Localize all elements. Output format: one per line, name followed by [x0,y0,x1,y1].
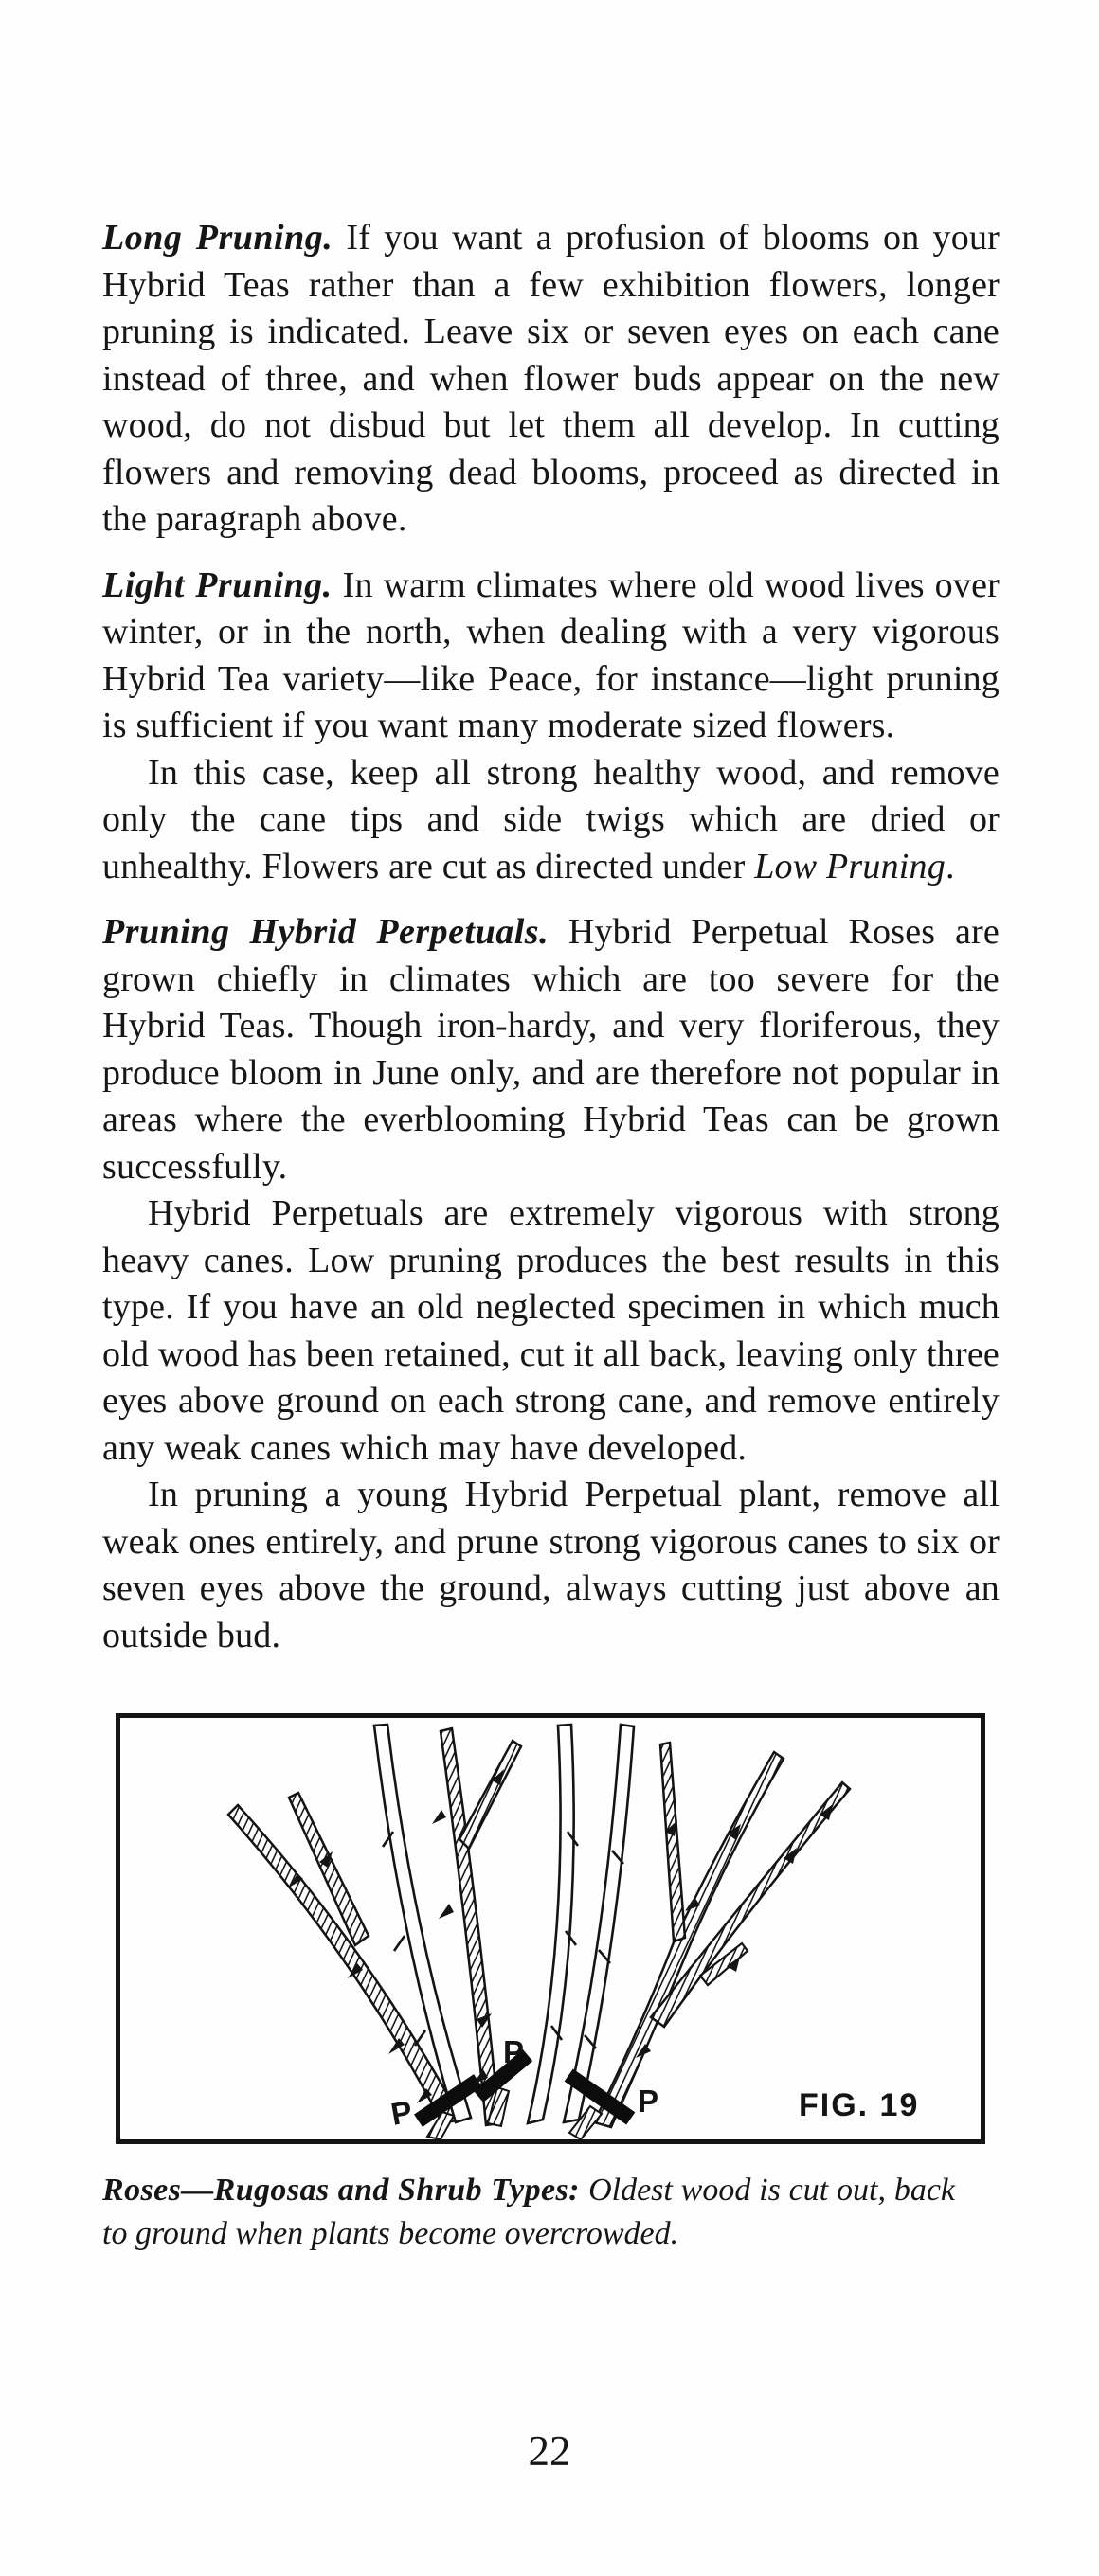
paragraph-text: In this case, keep all strong healthy wood, and remove only the cane tips and side twigs which are dried or unhealthy. Flowers are cut as directed under [102,752,1000,886]
figure-19 [116,1713,985,2144]
paragraph-hybrid-perpetuals-2 [102,1190,1000,1472]
old-wood-cane-right [594,1743,850,2127]
section-heading-light-pruning: Light Pruning. [102,564,333,605]
paragraph-text: In pruning a young Hybrid Perpetual plant, remove all weak ones entirely, and prune strong vigorous canes to six or seven eyes above the ground, always cutting just above an outside bud. [102,1475,1000,1655]
paragraph-text: In warm climates where old wood lives over winter, or in the north, when dealing with a very vigorous Hybrid Tea variety—like Peace, for instance—light pruning is sufficient if you want many moderate sized flowers. [102,564,1000,745]
prune-point-label-middle: P [503,2034,525,2069]
figure-number: FIG. 19 [799,2087,920,2123]
paragraph-long-pruning [102,215,1000,544]
prune-point-label-right: P [638,2084,659,2119]
paragraph-light-pruning-continued [102,750,1000,891]
section-heading-long-pruning: Long Pruning. [102,218,333,258]
new-wood-cane-2 [528,1725,578,2123]
prune-point-label-left: P [387,2093,415,2132]
paragraph-text: . [945,846,955,886]
rose-canes-illustration [120,1718,981,2139]
paragraph-hybrid-perpetuals [102,909,1000,1190]
paragraph-text: Hybrid Perpetuals are extremely vigorous with strong heavy canes. Low pruning produces the best results in this type. If you have an old neglected specimen in which much old wood has been retained, cut it all back, leaving only three eyes above ground on each strong cane, and remove entirely any weak canes which may have developed. [102,1193,1000,1468]
paragraph-text: If you want a profusion of blooms on your Hybrid Teas rather than a few exhibition flowers, longer pruning is indicated. Leave six or seven eyes on each cane instead of three, and when flower buds appear on the new wood, do not disbud but let them all develop. In cutting flowers and removing dead blooms, proceed as directed in the paragraph above. [102,218,1000,539]
paragraph-text: Hybrid Perpetual Roses are grown chiefly in climates which are too severe for the Hybrid Teas. Though iron-hardy, and very floriferous, they produce bloom in June only, and are therefore not popular in areas where the everblooming Hybrid Teas can be grown successfully. [102,912,1000,1187]
figure-caption-text: Oldest wood is cut out, back to ground when plants become overcrowded. [102,2173,955,2251]
paragraph-hybrid-perpetuals-3 [102,1472,1000,1659]
figure-caption [102,2169,955,2256]
section-heading-hybrid-perpetuals: Pruning Hybrid Perpetuals. [102,912,550,952]
italic-term-low-pruning: Low Pruning [754,846,946,886]
paragraph-light-pruning [102,563,1000,750]
page-number: 22 [528,2427,571,2475]
figure-caption-title: Roses—Rugosas and Shrub Types: [102,2173,589,2208]
